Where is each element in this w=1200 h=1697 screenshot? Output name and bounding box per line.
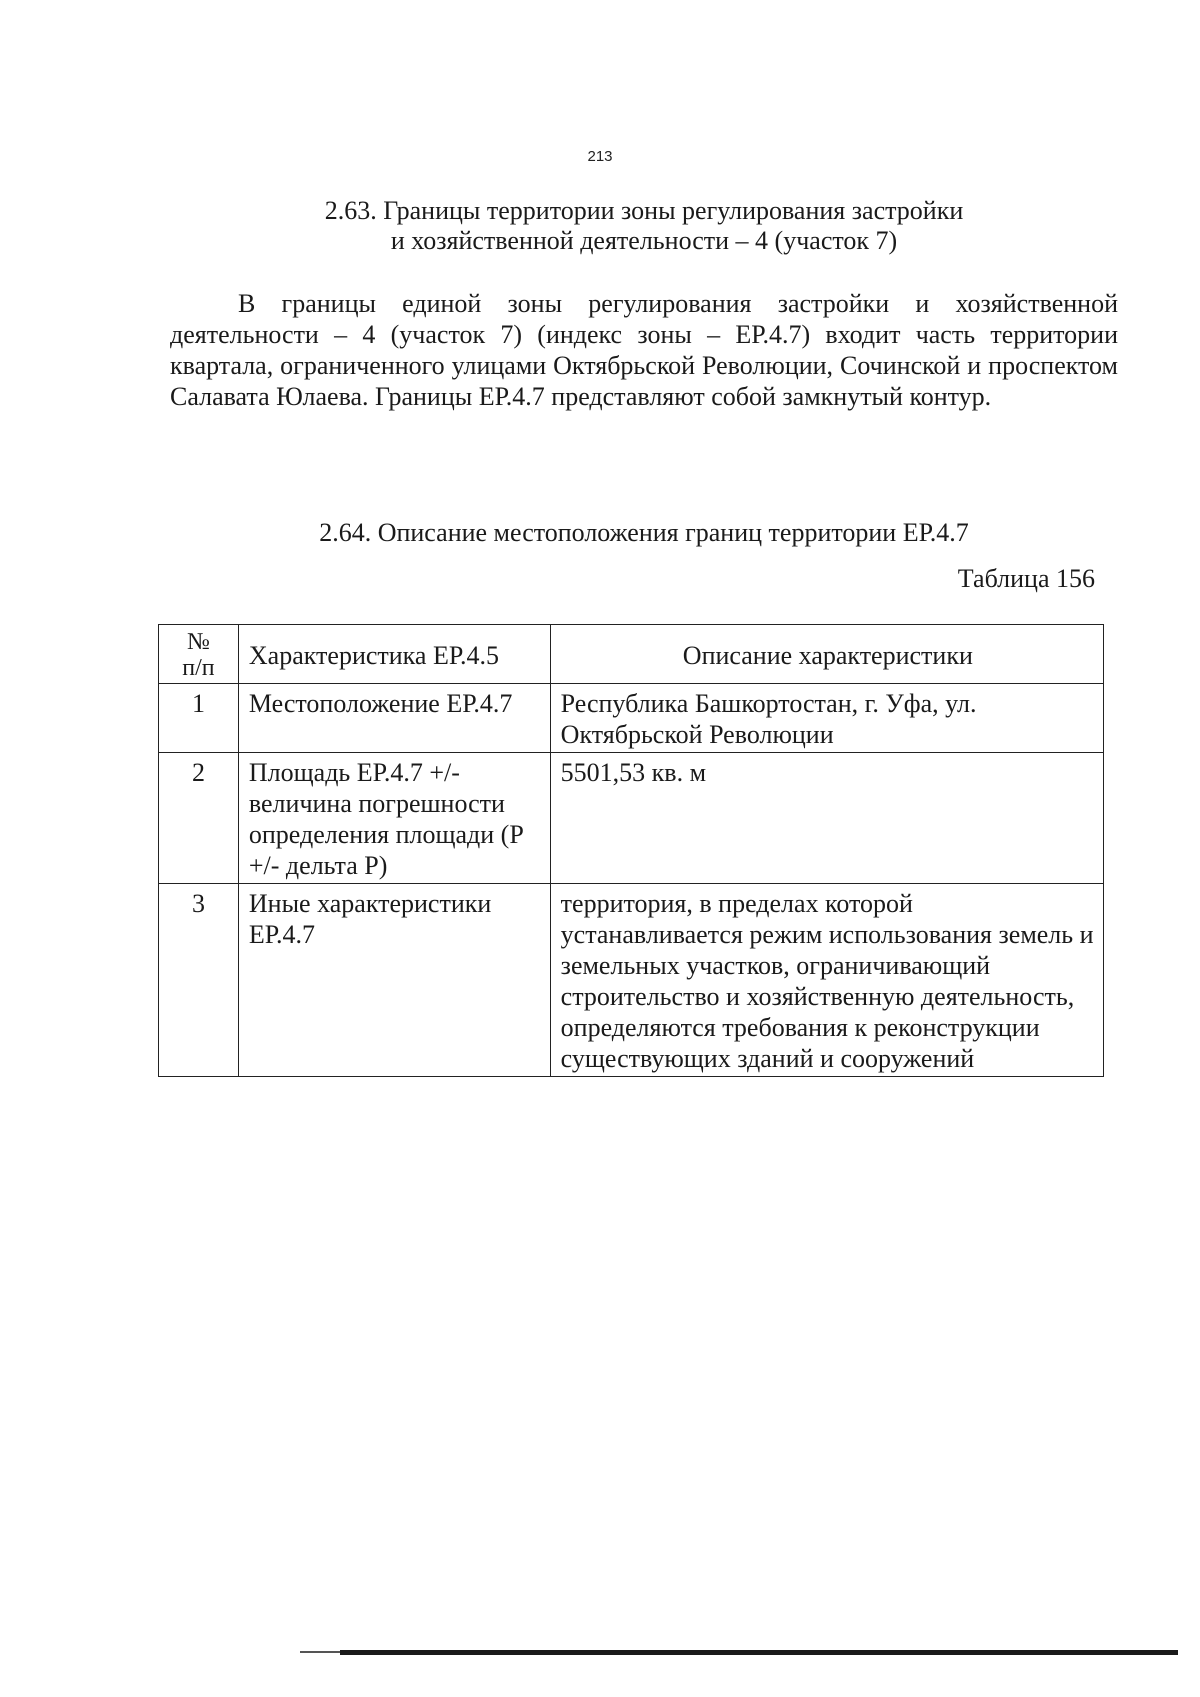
header-description: Описание характеристики (550, 625, 1103, 684)
section-title-2-63 (160, 196, 1128, 256)
section-title-2-64: 2.64. Описание местоположения границ территории ЕР.4.7 (319, 518, 969, 547)
section-title-line-2: и хозяйственной деятельности – 4 (участок 7) (390, 226, 898, 255)
row-number: 1 (159, 684, 239, 753)
section-paragraph: В границы единой зоны регулирования застройки и хозяйственной деятельности – 4 (участок 7) (индекс зоны – ЕР.4.7) входит часть территории квартала, ограниченного улицами Октябрьской Революции, Сочинской и проспектом Салавата Юлаева. Границы ЕР.4.7 представляют собой замкнутый контур. (170, 289, 1118, 411)
row-characteristic: Местоположение ЕР.4.7 (238, 684, 550, 753)
row-number: 2 (159, 753, 239, 884)
header-number-symbol: № (186, 629, 210, 655)
row-description: Республика Башкортостан, г. Уфа, ул. Октябрьской Революции (550, 684, 1103, 753)
table-row (159, 684, 1104, 753)
table-row (159, 753, 1104, 884)
page-number: 213 (587, 148, 613, 165)
table-row (159, 884, 1104, 1077)
row-characteristic: Иные характеристики ЕР.4.7 (238, 884, 550, 1077)
characteristics-table-container (158, 624, 1104, 1077)
row-characteristic: Площадь ЕР.4.7 +/- величина погрешности определения площади (Р +/- дельта Р) (238, 753, 550, 884)
header-characteristic: Характеристика ЕР.4.5 (238, 625, 550, 684)
section-title-line-1: 2.63. Границы территории зоны регулирования застройки (324, 196, 964, 225)
header-number-abbrev: п/п (182, 655, 215, 681)
characteristics-table (158, 624, 1104, 1077)
footer-rule-lead (300, 1651, 340, 1653)
footer-rule (340, 1650, 1178, 1655)
table-caption: Таблица 156 (957, 564, 1095, 593)
row-description: 5501,53 кв. м (550, 753, 1103, 884)
table-header-row (159, 625, 1104, 684)
header-number (159, 625, 239, 684)
row-description: территория, в пределах которой устанавливается режим использования земель и земельных участков, ограничивающий строительство и хозяйственную деятельность, определяются требования к реконструкции существующих зданий и сооружений (550, 884, 1103, 1077)
row-number: 3 (159, 884, 239, 1077)
